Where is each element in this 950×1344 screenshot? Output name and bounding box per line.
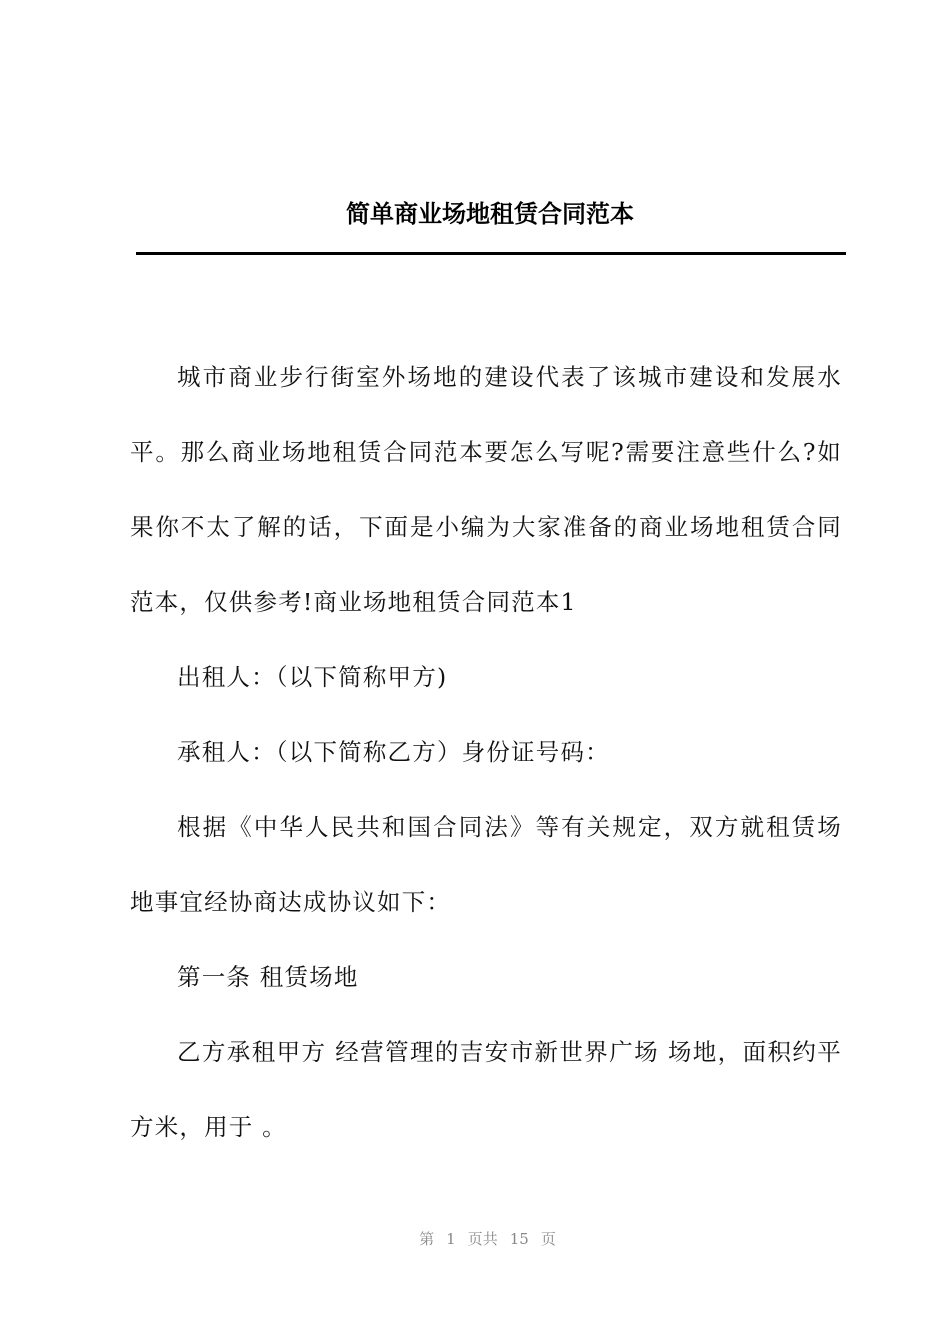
document-body [130, 340, 842, 1165]
paragraph-article-one-heading: 第一条 租赁场地 [177, 963, 359, 991]
footer-total-pages: 15 [509, 1230, 529, 1248]
paragraph-legal-basis: 根据《中华人民共和国合同法》等有关规定，双方就租赁场地事宜经协商达成协议如下： [130, 813, 842, 916]
footer-current-page: 1 [446, 1230, 456, 1248]
paragraph-lessee: 承租人：（以下简称乙方）身份证号码： [177, 738, 610, 766]
footer-label-page-of: 页共 [467, 1230, 498, 1248]
footer-label-page: 第 [419, 1230, 435, 1248]
page-footer [0, 1228, 950, 1250]
paragraph-article-one-body: 乙方承租甲方 经营管理的吉安市新世界广场 场地，面积约平方米，用于 。 [130, 1038, 842, 1141]
paragraph-intro: 城市商业步行街室外场地的建设代表了该城市建设和发展水平。那么商业场地租赁合同范本要怎么写呢?需要注意些什么?如果你不太了解的话，下面是小编为大家准备的商业场地租赁合同范本，仅供参考!商业场地租赁合同范本1 [130, 363, 842, 616]
footer-label-page-end: 页 [540, 1230, 556, 1248]
paragraph-lessor: 出租人：（以下简称甲方) [177, 663, 448, 691]
document-title: 简单商业场地租赁合同范本 [346, 199, 634, 228]
title-underline [136, 252, 846, 255]
